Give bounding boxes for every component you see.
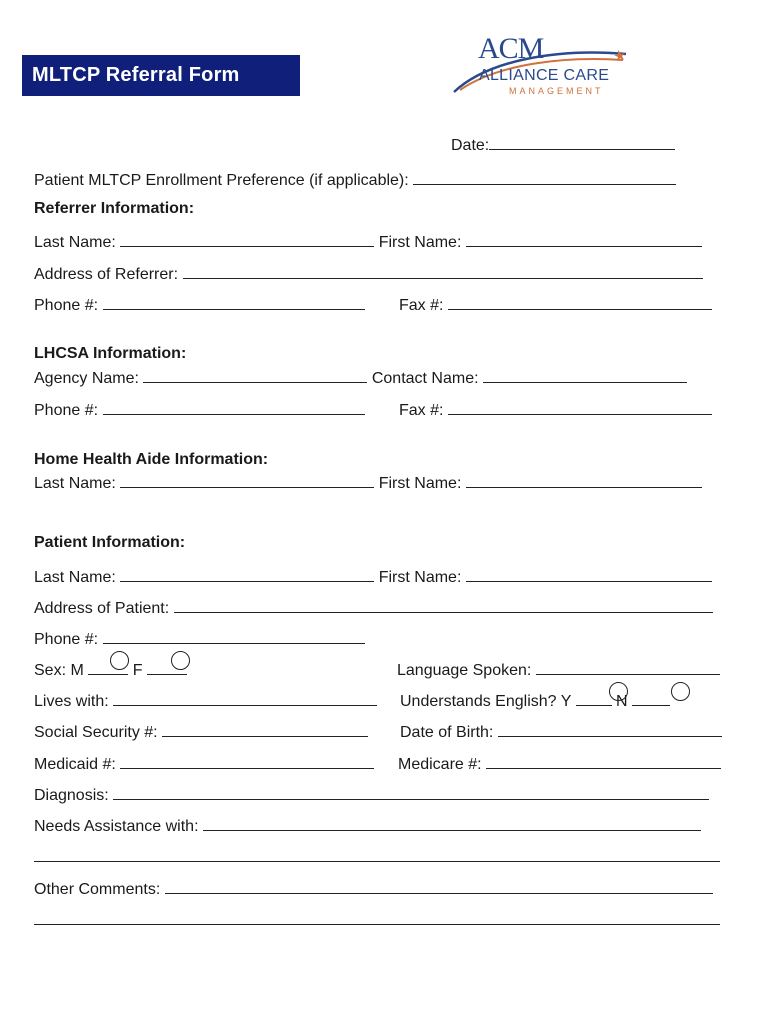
alliance-care-logo [448, 30, 648, 100]
sex-m-radio-circle[interactable] [110, 651, 129, 670]
lhcsa-phone-label: Phone #: [34, 402, 99, 419]
ssn-label: Social Security #: [34, 724, 158, 741]
patient-lives-with-row [34, 690, 377, 711]
date-label: Date: [451, 137, 490, 154]
referrer-heading: Referrer Information: [34, 200, 195, 217]
medicaid-field[interactable] [120, 753, 374, 769]
patient-diagnosis-row [34, 784, 709, 805]
referrer-fax-field[interactable] [448, 294, 712, 310]
lhcsa-contact-label: Contact Name: [371, 370, 479, 387]
lhcsa-agency-row [34, 367, 687, 388]
patient-address-field[interactable] [174, 597, 713, 613]
language-label: Language Spoken: [397, 662, 532, 679]
patient-phone-field[interactable] [103, 628, 365, 644]
logo-acm-text: ACM [478, 32, 544, 65]
enrollment-field[interactable] [413, 169, 676, 185]
diagnosis-label: Diagnosis: [34, 787, 109, 804]
referrer-address-label: Address of Referrer: [34, 266, 179, 283]
dob-field[interactable] [498, 721, 722, 737]
ssn-field[interactable] [162, 721, 368, 737]
understands-no-label: N [616, 693, 628, 710]
lhcsa-fax-row [399, 399, 712, 420]
patient-language-row [397, 659, 720, 680]
lhcsa-fax-field[interactable] [448, 399, 712, 415]
understands-english-label: Understands English? [400, 693, 557, 710]
patient-comments-row [34, 878, 713, 899]
lhcsa-heading: LHCSA Information: [34, 345, 187, 362]
sex-f-label: F [132, 662, 143, 679]
enrollment-label: Patient MLTCP Enrollment Preference (if applicable): [34, 172, 409, 189]
understands-yes-radio-circle[interactable] [609, 682, 628, 701]
patient-first-name-field[interactable] [466, 566, 712, 582]
patient-ssn-row [34, 721, 368, 742]
lives-with-label: Lives with: [34, 693, 109, 710]
lives-with-field[interactable] [113, 690, 377, 706]
referrer-first-name-field[interactable] [466, 231, 702, 247]
patient-dob-row [400, 721, 722, 742]
language-field[interactable] [536, 659, 720, 675]
referrer-phone-row [34, 294, 365, 315]
understands-no-radio-circle[interactable] [671, 682, 690, 701]
lhcsa-phone-field[interactable] [103, 399, 365, 415]
patient-last-name-label: Last Name: [34, 569, 116, 586]
referrer-last-name-field[interactable] [120, 231, 374, 247]
referrer-fax-row [399, 294, 712, 315]
referrer-name-row [34, 231, 702, 252]
aide-first-name-label: First Name: [378, 475, 462, 492]
aide-name-row [34, 472, 702, 493]
sex-f-radio-circle[interactable] [171, 651, 190, 670]
patient-address-label: Address of Patient: [34, 600, 170, 617]
diagnosis-field[interactable] [113, 784, 709, 800]
aide-heading: Home Health Aide Information: [34, 451, 269, 468]
referrer-address-row [34, 263, 703, 284]
patient-understands-row [400, 690, 670, 711]
referrer-address-field[interactable] [183, 263, 703, 279]
understands-yes-label: Y [560, 693, 572, 710]
needs-assistance-continuation-line[interactable] [34, 861, 720, 862]
date-row [451, 134, 675, 155]
patient-heading: Patient Information: [34, 534, 186, 551]
understands-yes-field[interactable] [576, 690, 612, 706]
needs-assistance-field[interactable] [203, 815, 701, 831]
understands-no-field[interactable] [632, 690, 670, 706]
dob-label: Date of Birth: [400, 724, 494, 741]
referrer-first-name-label: First Name: [378, 234, 462, 251]
aide-last-name-label: Last Name: [34, 475, 116, 492]
patient-first-name-label: First Name: [378, 569, 462, 586]
other-comments-field[interactable] [165, 878, 713, 894]
sex-label: Sex: [34, 662, 67, 679]
patient-address-row [34, 597, 713, 618]
referrer-phone-label: Phone #: [34, 297, 99, 314]
date-field[interactable] [489, 134, 675, 150]
enrollment-row [34, 169, 676, 190]
lhcsa-phone-row [34, 399, 365, 420]
logo-management-text: MANAGEMENT [509, 86, 604, 96]
lhcsa-contact-field[interactable] [483, 367, 687, 383]
patient-last-name-field[interactable] [120, 566, 374, 582]
referrer-phone-field[interactable] [103, 294, 365, 310]
patient-needs-row [34, 815, 701, 836]
medicare-label: Medicare #: [398, 756, 482, 773]
aide-first-name-field[interactable] [466, 472, 702, 488]
medicare-field[interactable] [486, 753, 721, 769]
patient-phone-row [34, 628, 365, 649]
other-comments-continuation-line[interactable] [34, 924, 720, 925]
other-comments-label: Other Comments: [34, 881, 161, 898]
patient-medicaid-row [34, 753, 374, 774]
lhcsa-agency-label: Agency Name: [34, 370, 139, 387]
needs-assistance-label: Needs Assistance with: [34, 818, 199, 835]
patient-phone-label: Phone #: [34, 631, 99, 648]
lhcsa-fax-label: Fax #: [399, 402, 444, 419]
referrer-last-name-label: Last Name: [34, 234, 116, 251]
sex-m-label: M [70, 662, 84, 679]
referrer-fax-label: Fax #: [399, 297, 444, 314]
medicaid-label: Medicaid #: [34, 756, 116, 773]
form-title: MLTCP Referral Form [22, 55, 300, 96]
logo-alliance-text: ALLIANCE CARE [479, 67, 610, 84]
patient-medicare-row [398, 753, 721, 774]
aide-last-name-field[interactable] [120, 472, 374, 488]
patient-name-row [34, 566, 712, 587]
lhcsa-agency-field[interactable] [143, 367, 367, 383]
